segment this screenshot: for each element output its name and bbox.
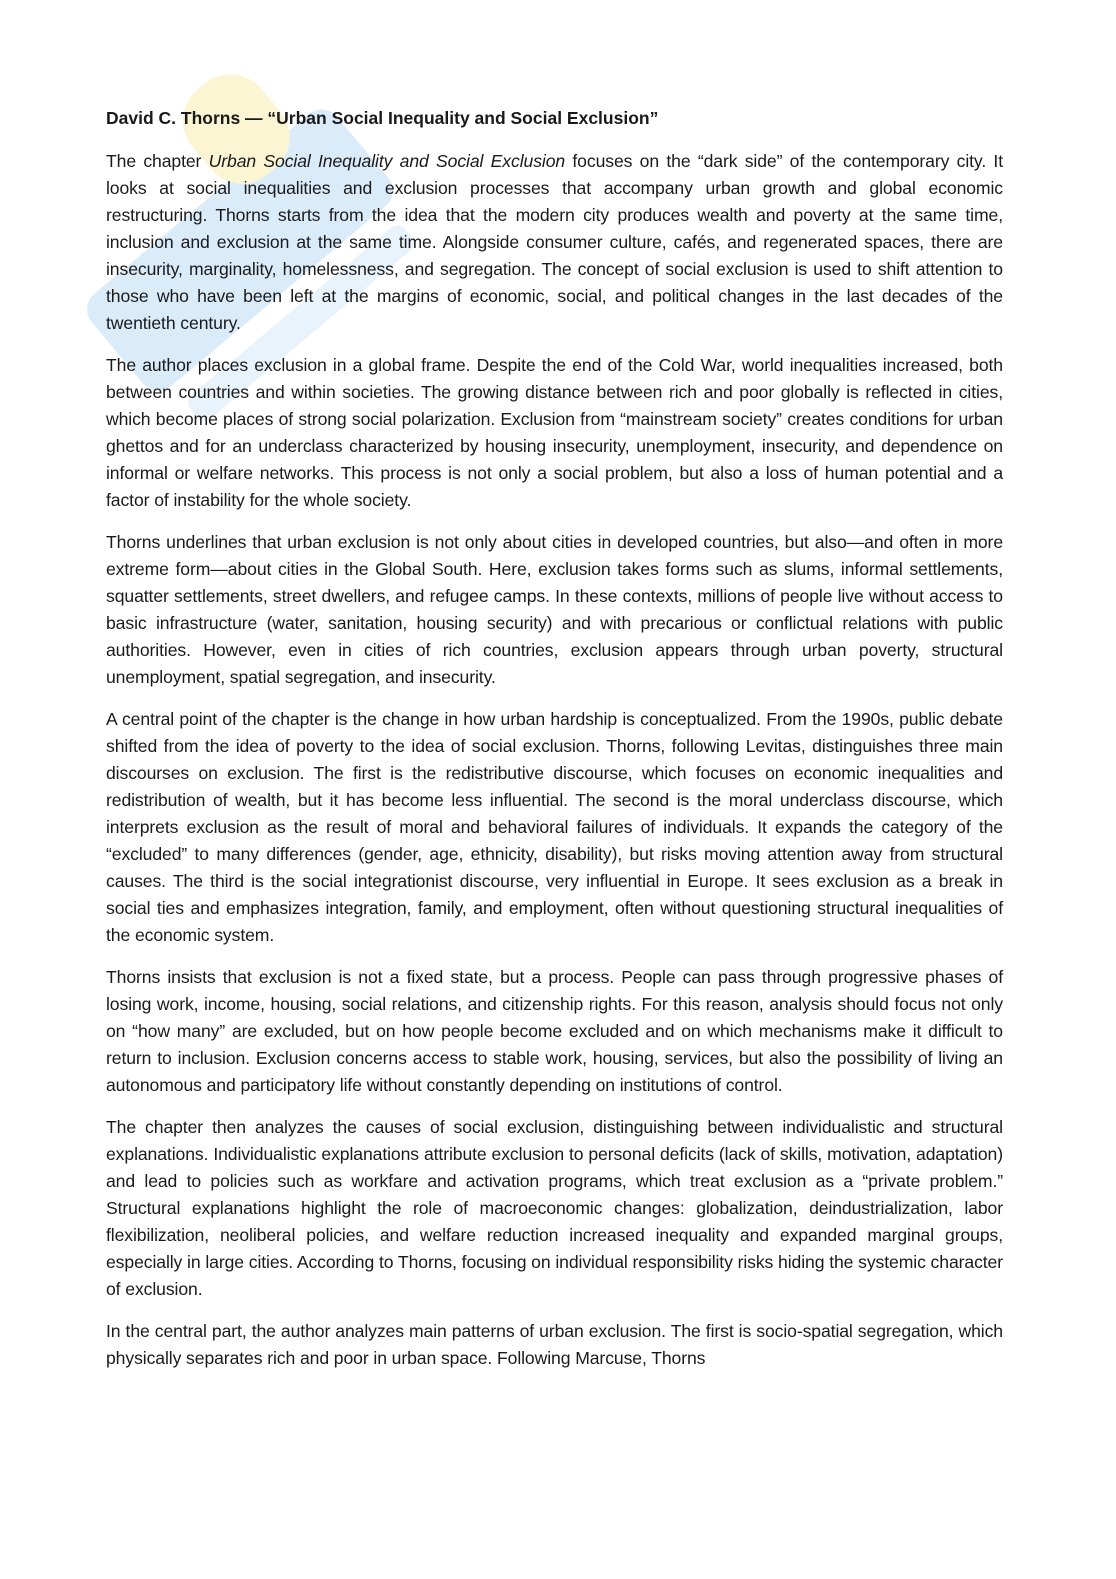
document-page — [106, 105, 1003, 1387]
intro-text-rest: focuses on the “dark side” of the contemporary city. It looks at social inequalities and exclusion processes that accompany urban growth and global economic restructuring. Thorns starts from the idea that the modern city produces wealth and poverty at the same time, inclusion and exclusion at the same time. Alongside consumer culture, cafés, and regenerated spaces, there are insecurity, marginality, homelessness, and segregation. The concept of social exclusion is used to shift attention to those who have been left at the margins of economic, social, and political changes in the last decades of the twentieth century. — [106, 151, 1004, 333]
paragraph: The chapter then analyzes the causes of social exclusion, distinguishing between individualistic and structural explanations. Individualistic explanations attribute exclusion to personal deficits (lack of skills, motivation, adaptation) and lead to policies such as workfare and activation programs, which treat exclusion as a “private problem.” Structural explanations highlight the role of macroeconomic changes: globalization, deindustrialization, labor flexibilization, neoliberal policies, and welfare reduction increased inequality and expanded marginal groups, especially in large cities. According to Thorns, focusing on individual responsibility risks hiding the systemic character of exclusion. — [106, 1117, 1003, 1299]
document-heading: David C. Thorns — “Urban Social Inequality and Social Exclusion” — [106, 108, 659, 128]
paragraph: A central point of the chapter is the change in how urban hardship is conceptualized. From the 1990s, public debate shifted from the idea of poverty to the idea of social exclusion. Thorns, following Levitas, distinguishes three main discourses on exclusion. The first is the redistributive discourse, which focuses on economic inequalities and redistribution of wealth, but it has become less influential. The second is the moral underclass discourse, which interprets exclusion as the result of moral and behavioral failures of individuals. It expands the category of the “excluded” to many differences (gender, age, ethnicity, disability), but risks moving attention away from structural causes. The third is the social integrationist discourse, very influential in Europe. It sees exclusion as a break in social ties and emphasizes integration, family, and employment, often without questioning structural inequalities of the economic system. — [106, 709, 1003, 945]
paragraph-intro — [106, 148, 1003, 337]
paragraph: The author places exclusion in a global frame. Despite the end of the Cold War, world inequalities increased, both between countries and within societies. The growing distance between rich and poor globally is reflected in cities, which become places of strong social polarization. Exclusion from “mainstream society” creates conditions for urban ghettos and for an underclass characterized by housing insecurity, unemployment, insecurity, and dependence on informal or welfare networks. This process is not only a social problem, but also a loss of human potential and a factor of instability for the whole society. — [106, 355, 1003, 510]
paragraph: Thorns underlines that urban exclusion is not only about cities in developed countries, but also—and often in more extreme form—about cities in the Global South. Here, exclusion takes forms such as slums, informal settlements, squatter settlements, street dwellers, and refugee camps. In these contexts, millions of people live without access to basic infrastructure (water, sanitation, housing security) and with precarious or conflictual relations with public authorities. However, even in cities of rich countries, exclusion appears through urban poverty, structural unemployment, spatial segregation, and insecurity. — [106, 532, 1003, 687]
paragraph: Thorns insists that exclusion is not a fixed state, but a process. People can pass through progressive phases of losing work, income, housing, social relations, and citizenship rights. For this reason, analysis should focus not only on “how many” are excluded, but on how people become excluded and on which mechanisms make it difficult to return to inclusion. Exclusion concerns access to stable work, housing, services, but also the possibility of living an autonomous and participatory life without constantly depending on institutions of control. — [106, 967, 1003, 1095]
intro-text-start: The chapter — [106, 151, 209, 171]
chapter-title-italic: Urban Social Inequality and Social Exclusion — [208, 151, 566, 171]
paragraph: In the central part, the author analyzes main patterns of urban exclusion. The first is socio-spatial segregation, which physically separates rich and poor in urban space. Following Marcuse, Thorns — [106, 1321, 1003, 1368]
